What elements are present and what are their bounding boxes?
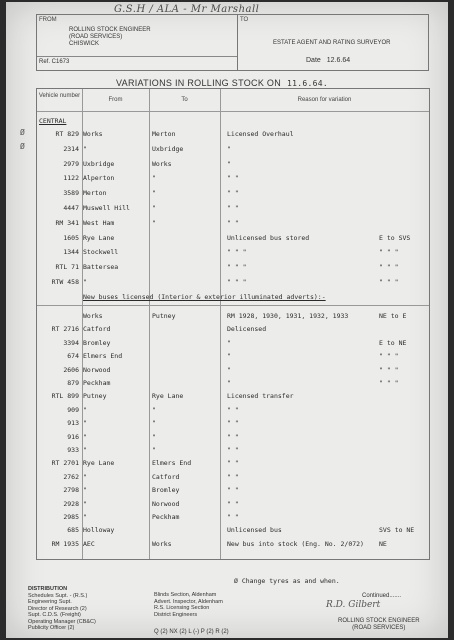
- reason-cell: Unlicensed bus: [227, 526, 282, 535]
- dist-item: Schedules Supt. - (R.S.): [28, 592, 88, 599]
- table-row: [37, 311, 429, 322]
- to-cell: ": [152, 189, 156, 198]
- vehicle-number: 2798: [63, 486, 79, 495]
- vehicle-number: 1344: [63, 248, 79, 257]
- signature: R.D. Gilbert: [326, 600, 381, 610]
- reason-cell: " ": [227, 472, 239, 481]
- date-field: [306, 57, 350, 64]
- table-row: [37, 472, 429, 483]
- table-row: [37, 173, 429, 184]
- table-row: [37, 277, 429, 288]
- vehicle-number: 913: [67, 419, 79, 428]
- col-header-vehicle: Vehicle number: [38, 93, 81, 99]
- reason-cell: " " ": [227, 278, 247, 286]
- vehicle-number: 909: [67, 405, 79, 414]
- from-cell: ": [83, 472, 87, 481]
- table-row: [37, 338, 429, 349]
- code-cell: NE: [379, 539, 387, 548]
- reason-cell: " ": [227, 218, 239, 227]
- handwritten-note: G.S.H / ALA - Mr Marshall: [114, 4, 260, 15]
- table-row: [37, 188, 429, 199]
- code-cell: NE to E: [379, 312, 407, 320]
- vehicle-number: 2606: [63, 365, 79, 374]
- table-row: [37, 539, 429, 550]
- vehicle-number: 2985: [63, 513, 79, 521]
- vehicle-number: RTL 899: [51, 392, 79, 401]
- reason-cell: ": [227, 365, 231, 374]
- table-row: [37, 405, 429, 416]
- dist-item: R.S. Licensing Section: [154, 605, 210, 611]
- from-cell: ": [83, 499, 87, 508]
- table-row: [37, 365, 429, 376]
- reason-cell: ": [227, 352, 231, 361]
- vehicle-number: 3394: [63, 338, 79, 347]
- to-cell: ": [152, 432, 156, 441]
- vehicle-number: RT 2701: [51, 459, 79, 468]
- col-header-to: To: [181, 97, 188, 103]
- table-row: [37, 218, 429, 229]
- distribution-codes: Q (2) NX (2) L (-) P (2) R (2): [154, 629, 229, 635]
- code-cell: " " ": [379, 379, 399, 387]
- col-header-reason: Reason for variation: [297, 97, 352, 103]
- from-cell: Rye Lane: [83, 233, 115, 242]
- from-cell: Muswell Hill: [83, 204, 130, 212]
- reason-cell: Licensed Overhaul: [227, 130, 294, 138]
- code-cell: " " ": [379, 365, 399, 374]
- to-cell: Works: [152, 539, 172, 548]
- reason-cell: " ": [227, 204, 239, 212]
- code-cell: " " ": [379, 248, 399, 257]
- table-row: [37, 262, 429, 273]
- vehicle-number: RT 2716: [51, 325, 79, 334]
- variations-table: [36, 88, 430, 560]
- from-cell: Alperton: [83, 174, 115, 183]
- vehicle-number: RT 829: [55, 130, 79, 138]
- code-cell: " " ": [379, 263, 399, 272]
- to-cell: ": [152, 446, 156, 454]
- vehicle-number: RTW 458: [51, 278, 79, 286]
- document-sheet: [6, 2, 448, 638]
- reason-cell: ": [227, 338, 231, 347]
- reason-cell: New bus into stock (Eng. No. 2/072): [227, 539, 364, 548]
- dist-item: Operating Manager (CB&C): [28, 618, 96, 625]
- from-line-1: ROLLING STOCK ENGINEER: [69, 27, 151, 33]
- title-text: VARIATIONS IN ROLLING STOCK ON: [116, 78, 282, 88]
- table-row: [37, 129, 429, 140]
- tick-mark: Ø: [20, 142, 25, 151]
- to-box: [237, 14, 429, 71]
- date-value: 12.6.64: [326, 57, 351, 64]
- date-label: Date: [306, 57, 321, 64]
- from-cell: Elmers End: [83, 352, 123, 361]
- from-cell: Uxbridge: [83, 159, 115, 168]
- distribution-label: DISTRIBUTION: [28, 586, 68, 592]
- from-cell: Rye Lane: [83, 459, 115, 468]
- continued-label: Continued.......: [362, 593, 402, 599]
- to-cell: Merton: [152, 130, 176, 138]
- vehicle-number: 2314: [63, 144, 79, 153]
- table-row: [37, 418, 429, 429]
- code-cell: E to SVS: [379, 233, 411, 242]
- table-row: [37, 233, 429, 244]
- vehicle-number: 3589: [63, 189, 79, 198]
- vehicle-number: 2928: [63, 499, 79, 508]
- from-cell: ": [83, 513, 87, 521]
- reason-cell: Delicensed: [227, 325, 267, 334]
- to-recipient: ESTATE AGENT AND RATING SURVEYOR: [273, 40, 391, 46]
- from-box: [36, 14, 238, 71]
- tick-mark: Ø: [20, 128, 25, 137]
- from-cell: ": [83, 446, 87, 454]
- to-cell: ": [152, 174, 156, 183]
- reason-cell: " ": [227, 189, 239, 198]
- table-row: [37, 512, 429, 523]
- from-cell: Works: [83, 312, 103, 320]
- from-cell: ": [83, 278, 87, 286]
- to-label: TO: [240, 17, 249, 23]
- to-cell: ": [152, 204, 156, 212]
- table-row: [37, 445, 429, 456]
- vehicle-number: 879: [67, 379, 79, 387]
- reason-cell: " ": [227, 499, 239, 508]
- footnote: Ø Change tyres as and when.: [234, 577, 340, 585]
- table-row: [37, 485, 429, 496]
- reason-cell: " ": [227, 446, 239, 454]
- table-row: [37, 391, 429, 402]
- ref-divider: [37, 56, 237, 57]
- table-row: [37, 247, 429, 258]
- signatory-title: [338, 618, 420, 632]
- to-cell: Putney: [152, 312, 176, 320]
- reason-cell: " ": [227, 459, 239, 468]
- vehicle-number: 933: [67, 446, 79, 454]
- table-row: [37, 499, 429, 510]
- reference: Ref. C1673: [39, 59, 70, 65]
- from-address: [69, 27, 151, 48]
- vehicle-number: 1605: [63, 233, 79, 242]
- to-cell: ": [152, 419, 156, 428]
- reason-cell: " " ": [227, 248, 247, 257]
- reason-cell: " ": [227, 513, 239, 521]
- reason-cell: " ": [227, 486, 239, 495]
- from-cell: AEC: [83, 539, 95, 548]
- from-cell: Works: [83, 130, 103, 138]
- vehicle-number: 1122: [63, 174, 79, 183]
- from-cell: Merton: [83, 189, 107, 198]
- dist-item: Director of Research (2): [28, 605, 87, 612]
- reason-cell: " " ": [227, 263, 247, 272]
- to-cell: ": [152, 218, 156, 227]
- code-cell: " " ": [379, 352, 399, 361]
- dist-item: Advert. Inspector, Aldenham: [154, 598, 223, 605]
- reason-cell: " ": [227, 432, 239, 441]
- to-cell: Norwood: [152, 499, 180, 508]
- from-cell: Norwood: [83, 365, 111, 374]
- new-buses-note: New buses licensed (Interior & exterior illuminated adverts):-: [83, 293, 326, 301]
- dist-item: Supt. C.D.S. (Freight): [28, 612, 81, 618]
- from-cell: West Ham: [83, 218, 115, 227]
- from-cell: Catford: [83, 325, 111, 334]
- vehicle-number: 4447: [63, 204, 79, 212]
- from-cell: ": [83, 432, 87, 441]
- reason-cell: Licensed transfer: [227, 392, 294, 401]
- dist-item: District Engineers: [154, 611, 198, 618]
- to-cell: Peckham: [152, 513, 180, 521]
- to-cell: Elmers End: [152, 459, 192, 468]
- vehicle-number: 2762: [63, 472, 79, 481]
- to-cell: Rye Lane: [152, 392, 184, 401]
- reason-cell: ": [227, 159, 231, 168]
- page-title: [116, 78, 328, 88]
- section-central: CENTRAL: [39, 117, 67, 125]
- reason-cell: " ": [227, 174, 239, 183]
- reason-cell: ": [227, 144, 231, 153]
- vehicle-number: RTL 71: [55, 263, 79, 272]
- to-cell: ": [152, 405, 156, 414]
- from-cell: ": [83, 144, 87, 153]
- to-cell: Uxbridge: [152, 144, 184, 153]
- to-cell: Works: [152, 159, 172, 168]
- to-cell: Catford: [152, 472, 180, 481]
- col-header-from: From: [108, 97, 123, 103]
- distribution-list-right: [154, 592, 223, 618]
- table-row: [37, 525, 429, 536]
- distribution-list: [28, 586, 96, 632]
- from-cell: ": [83, 419, 87, 428]
- sig-line-1: ROLLING STOCK ENGINEER: [338, 618, 420, 624]
- from-cell: Holloway: [83, 526, 115, 535]
- from-cell: ": [83, 486, 87, 495]
- from-line-2: (ROAD SERVICES): [69, 34, 123, 40]
- to-cell: Bromley: [152, 486, 180, 495]
- code-cell: E to NE: [379, 338, 407, 347]
- from-cell: Battersea: [83, 263, 119, 272]
- from-cell: Peckham: [83, 379, 111, 387]
- reason-cell: " ": [227, 419, 239, 428]
- dist-item: Blinds Section, Aldenham: [154, 592, 217, 598]
- table-row: [37, 458, 429, 469]
- vehicle-number: 916: [67, 432, 79, 441]
- table-row: [37, 203, 429, 214]
- code-cell: " " ": [379, 278, 399, 286]
- vehicle-number: 685: [67, 526, 79, 535]
- sig-line-2: (ROAD SERVICES): [352, 625, 406, 631]
- reason-cell: " ": [227, 405, 239, 414]
- table-row: [37, 351, 429, 362]
- table-row: [37, 144, 429, 155]
- dist-item: Publicity Officer (2): [28, 625, 75, 631]
- code-cell: SVS to NE: [379, 526, 415, 535]
- vehicle-number: RM 1935: [51, 539, 79, 548]
- header-divider: [37, 111, 429, 112]
- from-cell: Stockwell: [83, 248, 119, 257]
- from-label: FROM: [39, 17, 57, 23]
- vehicle-number: 2979: [63, 159, 79, 168]
- table-row: [37, 378, 429, 389]
- table-row: [37, 324, 429, 335]
- title-date: 11.6.64.: [287, 79, 328, 88]
- note-divider: [37, 305, 429, 306]
- table-row: [37, 159, 429, 170]
- dist-item: Engineering Supt.: [28, 599, 72, 605]
- from-cell: Bromley: [83, 338, 111, 347]
- table-row: [37, 432, 429, 443]
- reason-cell: Unlicensed bus stored: [227, 233, 310, 242]
- from-line-3: CHISWICK: [69, 41, 99, 47]
- reason-cell: ": [227, 379, 231, 387]
- vehicle-number: RM 341: [55, 218, 79, 227]
- from-cell: ": [83, 405, 87, 414]
- reason-cell: RM 1928, 1930, 1931, 1932, 1933: [227, 312, 349, 320]
- from-cell: Putney: [83, 392, 107, 401]
- vehicle-number: 674: [67, 352, 79, 361]
